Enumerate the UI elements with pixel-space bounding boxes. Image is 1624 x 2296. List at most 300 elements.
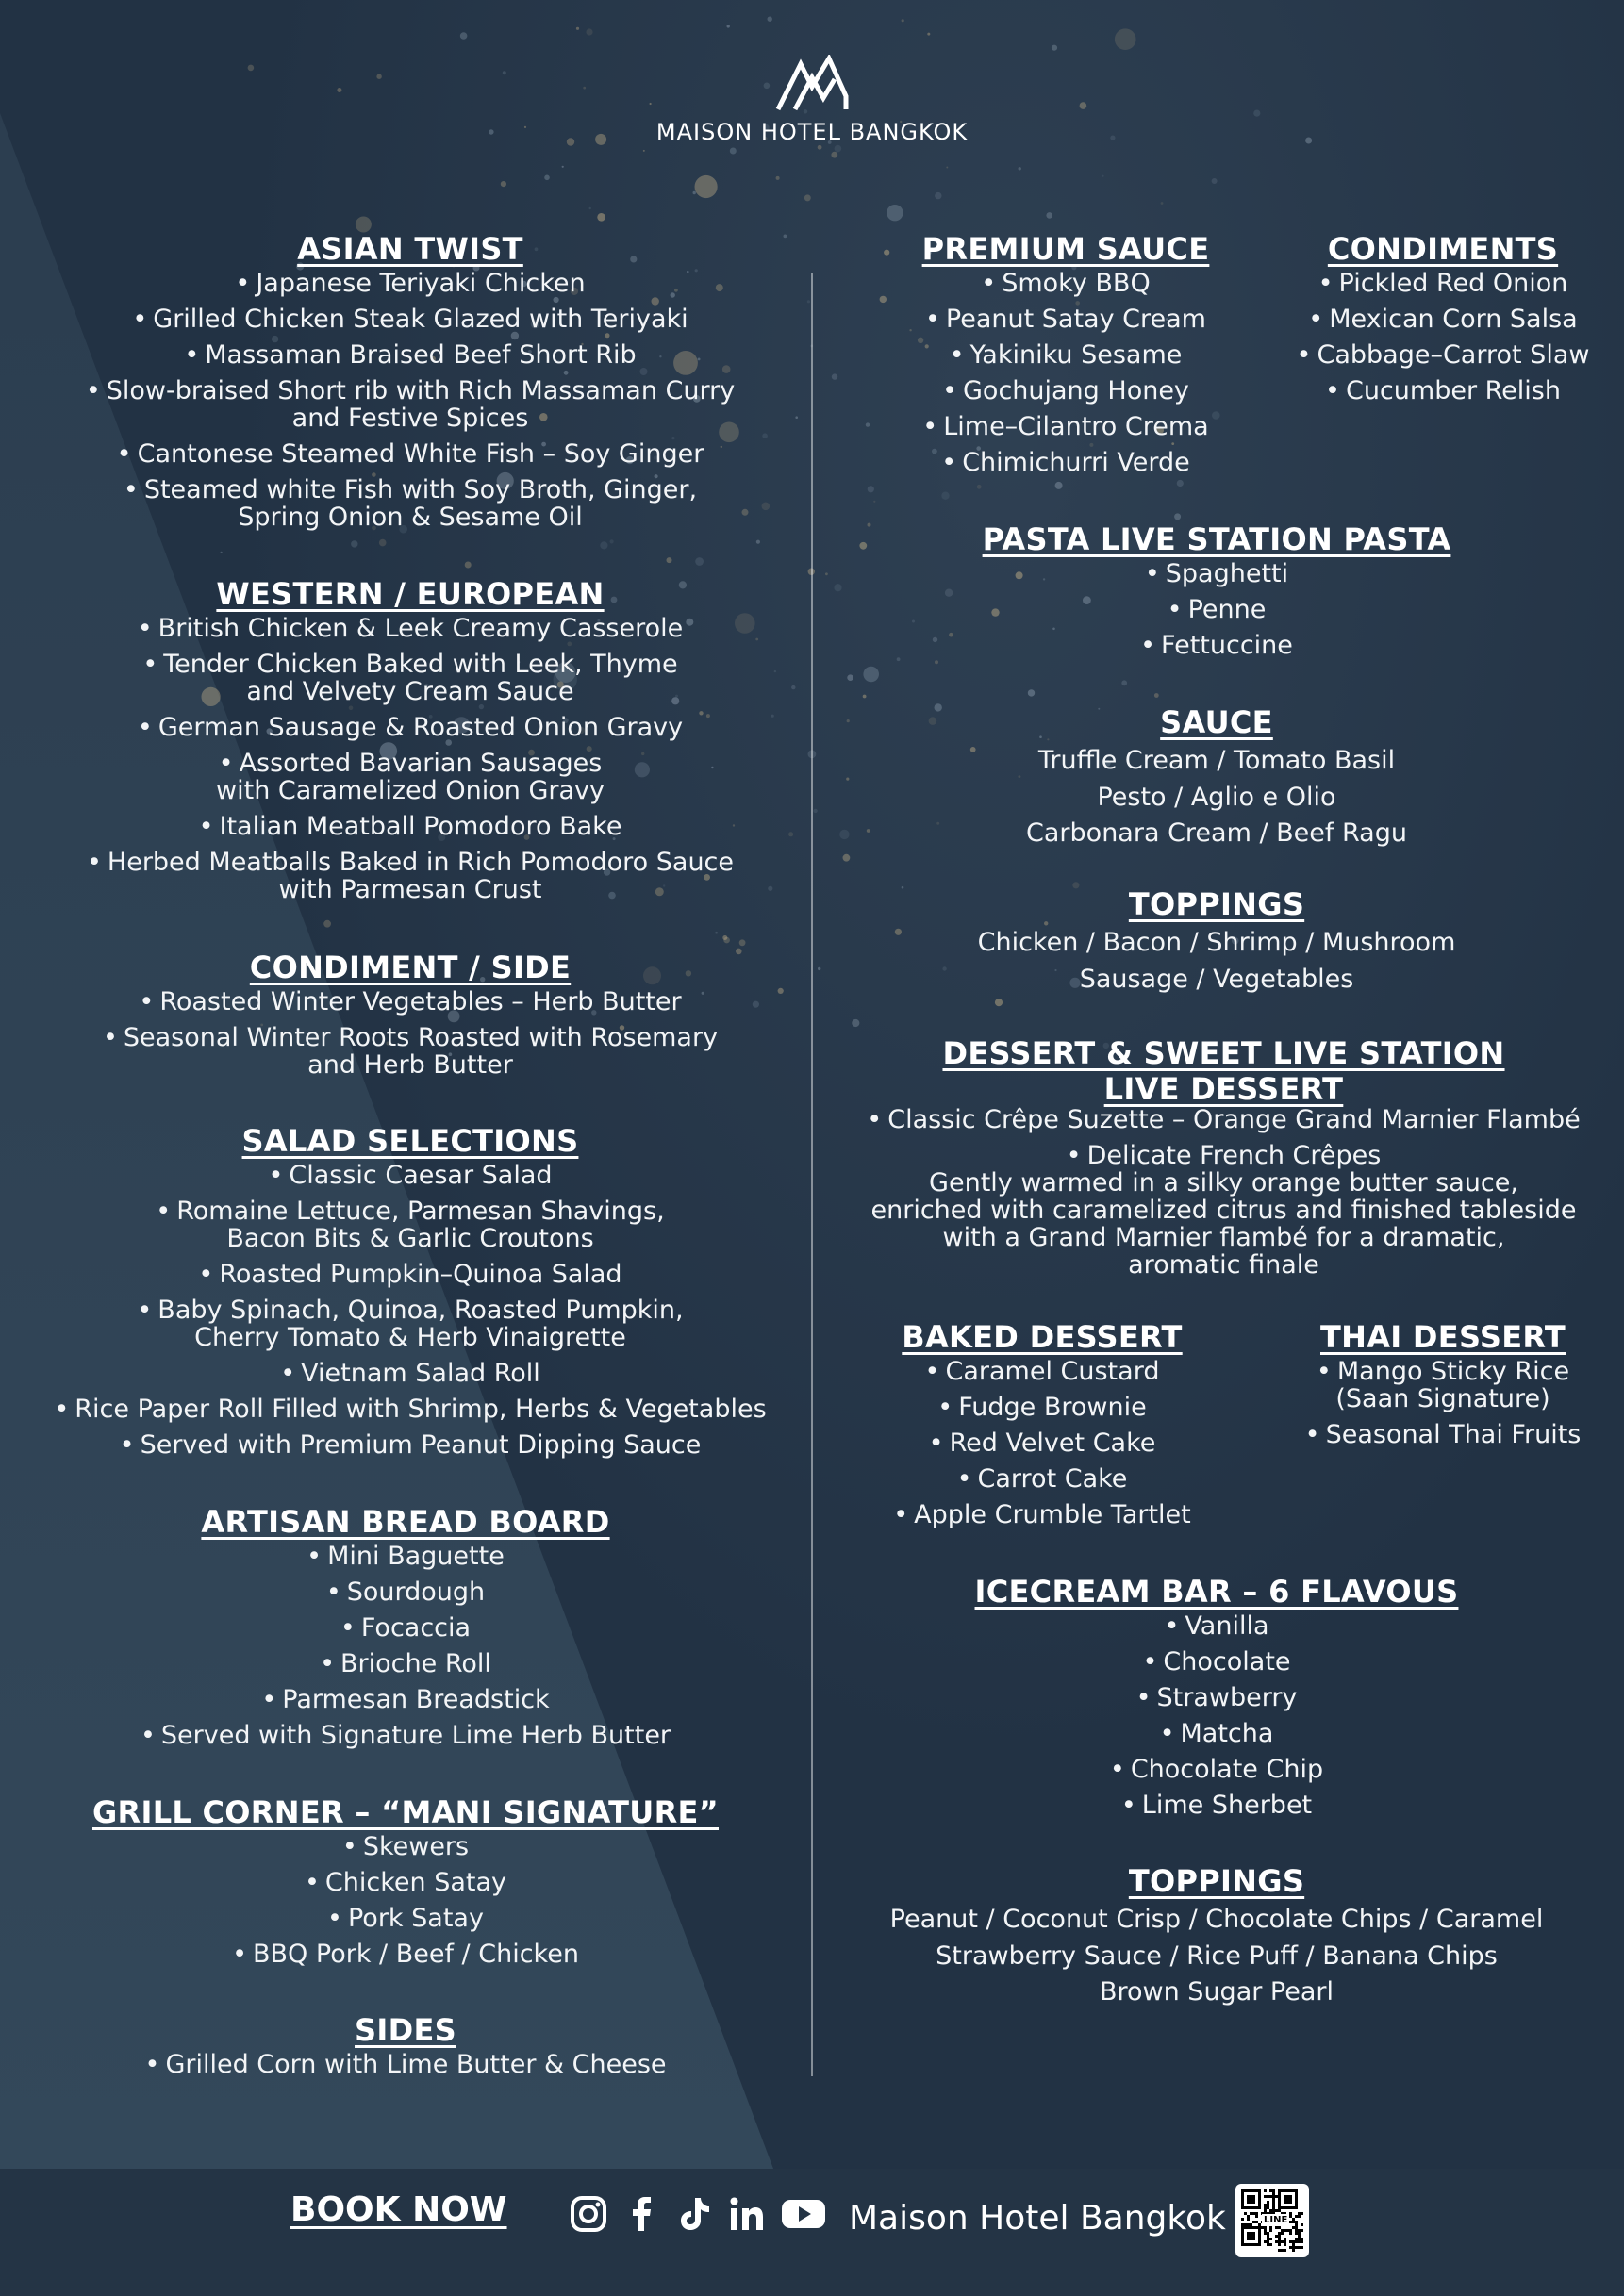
item-name [38, 615, 783, 642]
item-name [9, 1162, 811, 1189]
item-text: Chimichurri Verde [962, 448, 1190, 477]
list-item [38, 1941, 773, 1968]
item-name [38, 1722, 773, 1749]
bullet: • [924, 305, 940, 334]
list-item [853, 1394, 1231, 1421]
list-item [9, 1360, 811, 1387]
item-text: Cherry Tomato & Herb Vinaigrette [194, 1323, 626, 1352]
section-artisan-bread [38, 1503, 773, 1758]
facebook-icon[interactable] [622, 2195, 662, 2233]
item-text: Seasonal Winter Roots Roasted with Rosemary [123, 1023, 719, 1052]
list-item [9, 1396, 811, 1423]
item-text: Caramel Custard [945, 1357, 1160, 1386]
section-title: BAKED DESSERT [902, 1319, 1183, 1355]
list-item [887, 270, 1245, 297]
text-line: Sausage / Vegetables [1079, 964, 1354, 994]
item-name [38, 813, 783, 840]
section-title: ICECREAM BAR – 6 FLAVOUS [974, 1574, 1459, 1610]
bullet: • [1140, 631, 1156, 660]
item-name [38, 1024, 783, 1051]
list-item [38, 1578, 773, 1606]
bullet: • [232, 1940, 247, 1969]
social-links [570, 2195, 826, 2233]
bullet: • [941, 448, 957, 477]
item-text: Steamed white Fish with Soy Broth, Ginger, [143, 475, 698, 504]
bullet: • [893, 1500, 909, 1529]
bullet: • [1144, 559, 1160, 588]
item-name [830, 1106, 1617, 1133]
list-item [1264, 377, 1622, 405]
text-line: Truffle Cream / Tomato Basil [1037, 746, 1396, 775]
item-text: Apple Crumble Tartlet [914, 1500, 1191, 1529]
bullet: • [198, 1260, 214, 1289]
item-name [887, 1756, 1547, 1783]
section-title: GRILL CORNER – “MANI SIGNATURE” [91, 1794, 720, 1830]
hotel-name: MAISON HOTEL BANGKOK [655, 119, 969, 145]
item-name [853, 1465, 1231, 1493]
bullet: • [102, 1023, 118, 1052]
list-item [38, 440, 783, 468]
bullet: • [119, 1430, 135, 1460]
item-text: Seasonal Thai Fruits [1325, 1420, 1582, 1449]
bullet: • [116, 439, 132, 469]
item-text: Roasted Winter Vegetables – Herb Butter [159, 987, 682, 1016]
bullet: • [1120, 1791, 1136, 1820]
brand-name: Maison Hotel Bangkok [849, 2199, 1226, 2238]
item-text: Lime–Cilantro Crema [943, 412, 1209, 441]
item-text: Vanilla [1185, 1611, 1269, 1641]
section-pasta-toppings [887, 885, 1547, 998]
line-qr-code[interactable] [1235, 2184, 1309, 2257]
section-title: PREMIUM SAUCE [921, 231, 1210, 267]
section-grill-corner [38, 1793, 773, 1976]
section-icecream-bar [887, 1573, 1547, 1827]
section-title: ARTISAN BREAD BOARD [201, 1504, 610, 1540]
linkedin-icon[interactable] [728, 2195, 768, 2233]
list-item [853, 1501, 1231, 1528]
list-item [9, 1297, 811, 1351]
hotel-logo [0, 55, 1624, 145]
item-name [853, 1429, 1231, 1457]
list-item [38, 1614, 773, 1642]
item-detail [9, 1324, 811, 1351]
item-name [38, 476, 783, 504]
list-item [887, 1792, 1547, 1819]
text-line: Chicken / Bacon / Shrimp / Mushroom [977, 928, 1456, 957]
list-item [853, 1358, 1231, 1385]
section-icecream-toppings [830, 1862, 1603, 2011]
section-title: ASIAN TWIST [297, 231, 523, 267]
bullet: • [327, 1904, 342, 1933]
item-text: Baby Spinach, Quinoa, Roasted Pumpkin, [157, 1296, 684, 1325]
text-line: enriched with caramelized citrus and finished tableside [870, 1196, 1577, 1225]
item-text: Grilled Chicken Steak Glazed with Teriyaki [153, 305, 688, 334]
item-name [887, 306, 1245, 333]
bullet: • [137, 1296, 153, 1325]
item-name [887, 413, 1245, 440]
item-name [1264, 1421, 1622, 1448]
menu-list [1264, 1358, 1622, 1448]
list-item [38, 1833, 773, 1860]
section-asian-twist [38, 230, 783, 539]
item-name [38, 849, 783, 876]
item-text: Gochujang Honey [963, 376, 1189, 405]
item-name [887, 596, 1547, 623]
list-item [9, 1261, 811, 1288]
list-item [9, 1431, 811, 1459]
item-text: Parmesan Breadstick [282, 1685, 550, 1714]
list-item [853, 1465, 1231, 1493]
bullet: • [956, 1464, 972, 1494]
list-item [887, 1720, 1547, 1747]
section-sides [38, 2011, 773, 2087]
item-name [887, 377, 1245, 405]
list-item [887, 596, 1547, 623]
menu-list [38, 988, 783, 1079]
bullet: • [1159, 1719, 1175, 1748]
item-text: Mango Sticky Rice [1336, 1357, 1570, 1386]
item-name [38, 270, 783, 297]
item-name [887, 1720, 1547, 1747]
bullet: • [268, 1161, 284, 1190]
item-name [38, 1614, 773, 1642]
menu-list [887, 270, 1245, 476]
bullet: • [1304, 1420, 1320, 1449]
book-now-link[interactable]: BOOK NOW [290, 2190, 507, 2229]
bullet: • [1135, 1683, 1152, 1712]
text-line: aromatic finale [1128, 1250, 1319, 1280]
list-item [887, 377, 1245, 405]
tiktok-icon[interactable] [675, 2195, 715, 2233]
bullet: • [937, 1393, 953, 1422]
bullet: • [140, 1721, 156, 1750]
section-title: CONDIMENTS [1327, 231, 1559, 267]
bullet: • [1316, 1357, 1332, 1386]
item-name [38, 750, 783, 777]
item-text: Cantonese Steamed White Fish – Soy Ginger [137, 439, 704, 469]
text-line: Pesto / Aglio e Olio [1097, 782, 1336, 812]
item-detail [38, 1051, 783, 1079]
list-item [38, 476, 783, 531]
item-name [38, 1941, 773, 1968]
bullet: • [142, 650, 158, 679]
menu-list [38, 270, 783, 531]
bullet: • [132, 305, 148, 334]
item-detail [9, 1225, 811, 1252]
bullet: • [922, 412, 938, 441]
item-text: German Sausage & Roasted Onion Gravy [157, 713, 684, 742]
item-name [38, 2051, 773, 2078]
item-text: Italian Meatball Pomodoro Bake [219, 812, 622, 841]
item-name [38, 440, 783, 468]
item-name [887, 341, 1245, 369]
item-text: Matcha [1180, 1719, 1274, 1748]
item-name [887, 1612, 1547, 1640]
section-title: SALAD SELECTIONS [241, 1123, 579, 1159]
menu-list [38, 1833, 773, 1968]
bullet: • [139, 987, 155, 1016]
item-name [853, 1501, 1231, 1528]
section-western-european [38, 575, 783, 912]
bullet: • [54, 1395, 70, 1424]
item-text: Mini Baguette [327, 1542, 505, 1571]
item-name [38, 1905, 773, 1932]
item-text: Vietnam Salad Roll [301, 1359, 540, 1388]
section-title: WESTERN / EUROPEAN [216, 576, 605, 612]
text-lines [887, 743, 1547, 852]
item-name [38, 1833, 773, 1860]
item-text: Slow-braised Short rib with Rich Massaman Curry [106, 376, 736, 405]
list-item [38, 1905, 773, 1932]
section-title: SAUCE [1160, 704, 1273, 740]
section-dessert-station [830, 1034, 1617, 1279]
menu-list [38, 1543, 773, 1749]
item-text: Spaghetti [1165, 559, 1289, 588]
section-title: THAI DESSERT [1320, 1319, 1566, 1355]
item-text: and Herb Butter [307, 1050, 513, 1080]
item-text: Focaccia [360, 1613, 472, 1643]
item-name [1264, 270, 1622, 297]
bullet: • [307, 1542, 323, 1571]
item-text: Fudge Brownie [958, 1393, 1147, 1422]
section-condiment-side [38, 949, 783, 1087]
bullet: • [1296, 340, 1312, 370]
item-text: Roasted Pumpkin–Quinoa Salad [219, 1260, 622, 1289]
section-title: CONDIMENT / SIDE [249, 950, 572, 985]
menu-list [887, 560, 1547, 659]
list-item [38, 1543, 773, 1570]
bullet: • [280, 1359, 296, 1388]
bullet: • [218, 749, 234, 778]
item-name [1264, 341, 1622, 369]
section-title: TOPPINGS [1128, 1863, 1305, 1899]
bullet: • [123, 475, 139, 504]
bullet: • [981, 269, 997, 298]
item-text: Rice Paper Roll Filled with Shrimp, Herbs & Vegetables [75, 1395, 767, 1424]
item-text: Skewers [362, 1832, 470, 1861]
list-item [1264, 1421, 1622, 1448]
item-detail [38, 876, 783, 903]
item-name [887, 270, 1245, 297]
bullet: • [235, 269, 251, 298]
section-title: SIDES [355, 2012, 456, 2048]
list-item [1264, 270, 1622, 297]
item-name [887, 1684, 1547, 1711]
bullet: • [144, 2050, 160, 2079]
item-text: Pickled Red Onion [1338, 269, 1568, 298]
list-item [830, 1142, 1617, 1169]
item-text: Peanut Satay Cream [945, 305, 1206, 334]
list-item [1264, 1358, 1622, 1412]
bullet: • [949, 340, 965, 370]
text-line: Peanut / Coconut Crisp / Chocolate Chips / Caramel [889, 1905, 1544, 1934]
item-text: Japanese Teriyaki Chicken [256, 269, 586, 298]
item-text: Assorted Bavarian Sausages [239, 749, 603, 778]
bullet: • [1308, 305, 1324, 334]
item-text: (Saan Signature) [1335, 1384, 1550, 1413]
list-item [1264, 341, 1622, 369]
bullet: • [1317, 269, 1334, 298]
list-item [38, 270, 783, 297]
item-name [38, 1543, 773, 1570]
section-title: DESSERT & SWEET LIVE STATION [942, 1035, 1505, 1071]
section-salad-selections [9, 1122, 811, 1467]
list-item [38, 1686, 773, 1713]
bullet: • [184, 340, 200, 370]
item-name [887, 449, 1245, 476]
instagram-icon[interactable] [570, 2195, 609, 2233]
item-text: British Chicken & Leek Creamy Casserole [157, 614, 684, 643]
bullet: • [86, 848, 102, 877]
item-name [38, 1650, 773, 1677]
item-text: Cabbage–Carrot Slaw [1317, 340, 1590, 370]
item-name [38, 1578, 773, 1606]
item-text: Pork Satay [347, 1904, 484, 1933]
list-item [853, 1429, 1231, 1457]
bullet: • [1325, 376, 1340, 405]
item-name [887, 1792, 1547, 1819]
item-text: Fettuccine [1161, 631, 1293, 660]
item-text: Penne [1187, 595, 1267, 624]
section-thai-dessert [1264, 1318, 1622, 1457]
item-text: Mexican Corn Salsa [1329, 305, 1578, 334]
item-name [9, 1431, 811, 1459]
item-text: Lime Sherbet [1141, 1791, 1313, 1820]
section-sauce [887, 703, 1547, 852]
list-item [9, 1198, 811, 1252]
list-item [38, 651, 783, 705]
bullet: • [1066, 1141, 1082, 1170]
item-text: with Parmesan Crust [278, 875, 542, 904]
dessert-description [830, 1169, 1617, 1279]
item-text: Chocolate [1163, 1647, 1291, 1677]
list-item [887, 306, 1245, 333]
item-text: Classic Crêpe Suzette – Orange Grand Marnier Flambé [887, 1105, 1581, 1134]
item-name [887, 632, 1547, 659]
item-text: with Caramelized Onion Gravy [216, 776, 605, 805]
item-detail [1264, 1385, 1622, 1412]
list-item [887, 1756, 1547, 1783]
item-name [9, 1261, 811, 1288]
item-name [887, 1648, 1547, 1676]
list-item [38, 377, 783, 432]
list-item [887, 449, 1245, 476]
bullet: • [1109, 1755, 1125, 1784]
section-pasta-live-station [887, 520, 1547, 668]
item-name [853, 1394, 1231, 1421]
item-text: Served with Premium Peanut Dipping Sauce [140, 1430, 702, 1460]
bullet: • [85, 376, 101, 405]
menu-list [1264, 270, 1622, 405]
list-item [38, 1722, 773, 1749]
item-text: Delicate French Crêpes [1086, 1141, 1382, 1170]
bullet: • [942, 376, 957, 405]
item-text: Herbed Meatballs Baked in Rich Pomodoro Sauce [107, 848, 735, 877]
list-item [38, 615, 783, 642]
item-name [38, 377, 783, 405]
item-text: Spring Onion & Sesame Oil [238, 503, 583, 532]
menu-list [830, 1106, 1617, 1169]
section-title: TOPPINGS [1128, 886, 1305, 922]
list-item [38, 988, 783, 1016]
item-text: Romaine Lettuce, Parmesan Shavings, [176, 1197, 665, 1226]
menu-list [887, 1612, 1547, 1819]
list-item [887, 632, 1547, 659]
bullet: • [137, 713, 153, 742]
item-text: Tender Chicken Baked with Leek, Thyme [163, 650, 678, 679]
bullet: • [320, 1649, 336, 1678]
item-text: Served with Signature Lime Herb Butter [160, 1721, 671, 1750]
list-item [887, 1612, 1547, 1640]
item-name [853, 1358, 1231, 1385]
bullet: • [1142, 1647, 1158, 1677]
item-name [38, 988, 783, 1016]
bullet: • [325, 1577, 341, 1607]
menu-list [38, 615, 783, 903]
item-name [1264, 306, 1622, 333]
youtube-icon[interactable] [781, 2195, 826, 2233]
item-text: and Velvety Cream Sauce [246, 677, 574, 706]
item-text: BBQ Pork / Beef / Chicken [253, 1940, 579, 1969]
item-name [38, 714, 783, 741]
item-text: Red Velvet Cake [949, 1429, 1156, 1458]
list-item [38, 341, 783, 369]
item-text: Yakiniku Sesame [969, 340, 1183, 370]
item-name [38, 1869, 773, 1896]
list-item [38, 714, 783, 741]
text-line: with a Grand Marnier flambé for a dramatic, [942, 1223, 1505, 1252]
item-detail [38, 504, 783, 531]
section-title: PASTA LIVE STATION PASTA [982, 521, 1451, 557]
list-item [887, 1648, 1547, 1676]
list-item [38, 849, 783, 903]
item-text: Classic Caesar Salad [289, 1161, 553, 1190]
list-item [887, 560, 1547, 587]
text-line: Carbonara Cream / Beef Ragu [1026, 818, 1407, 848]
item-name [38, 341, 783, 369]
bullet: • [924, 1357, 940, 1386]
item-name [1264, 377, 1622, 405]
item-detail [38, 777, 783, 804]
item-text: Sourdough [346, 1577, 486, 1607]
list-item [38, 1024, 783, 1079]
item-text: Carrot Cake [977, 1464, 1128, 1494]
bullet: • [340, 1613, 356, 1643]
section-baked-dessert [853, 1318, 1231, 1537]
list-item [830, 1106, 1617, 1133]
item-name [38, 306, 783, 333]
bullet: • [867, 1105, 883, 1134]
bullet: • [304, 1868, 320, 1897]
list-item [38, 2051, 773, 2078]
bullet: • [928, 1429, 944, 1458]
item-text: Chocolate Chip [1130, 1755, 1324, 1784]
text-line: Gently warmed in a silky orange butter sauce, [929, 1168, 1518, 1198]
item-text: Bacon Bits & Garlic Croutons [226, 1224, 594, 1253]
item-detail [38, 405, 783, 432]
list-item [887, 341, 1245, 369]
item-name [9, 1360, 811, 1387]
item-detail [38, 678, 783, 705]
item-text: Smoky BBQ [1002, 269, 1151, 298]
text-lines [830, 1902, 1603, 2011]
text-lines [887, 925, 1547, 998]
bullet: • [1164, 1611, 1180, 1641]
item-text: Strawberry [1156, 1683, 1298, 1712]
item-text: Cucumber Relish [1345, 376, 1561, 405]
bullet: • [137, 614, 153, 643]
item-name [9, 1198, 811, 1225]
